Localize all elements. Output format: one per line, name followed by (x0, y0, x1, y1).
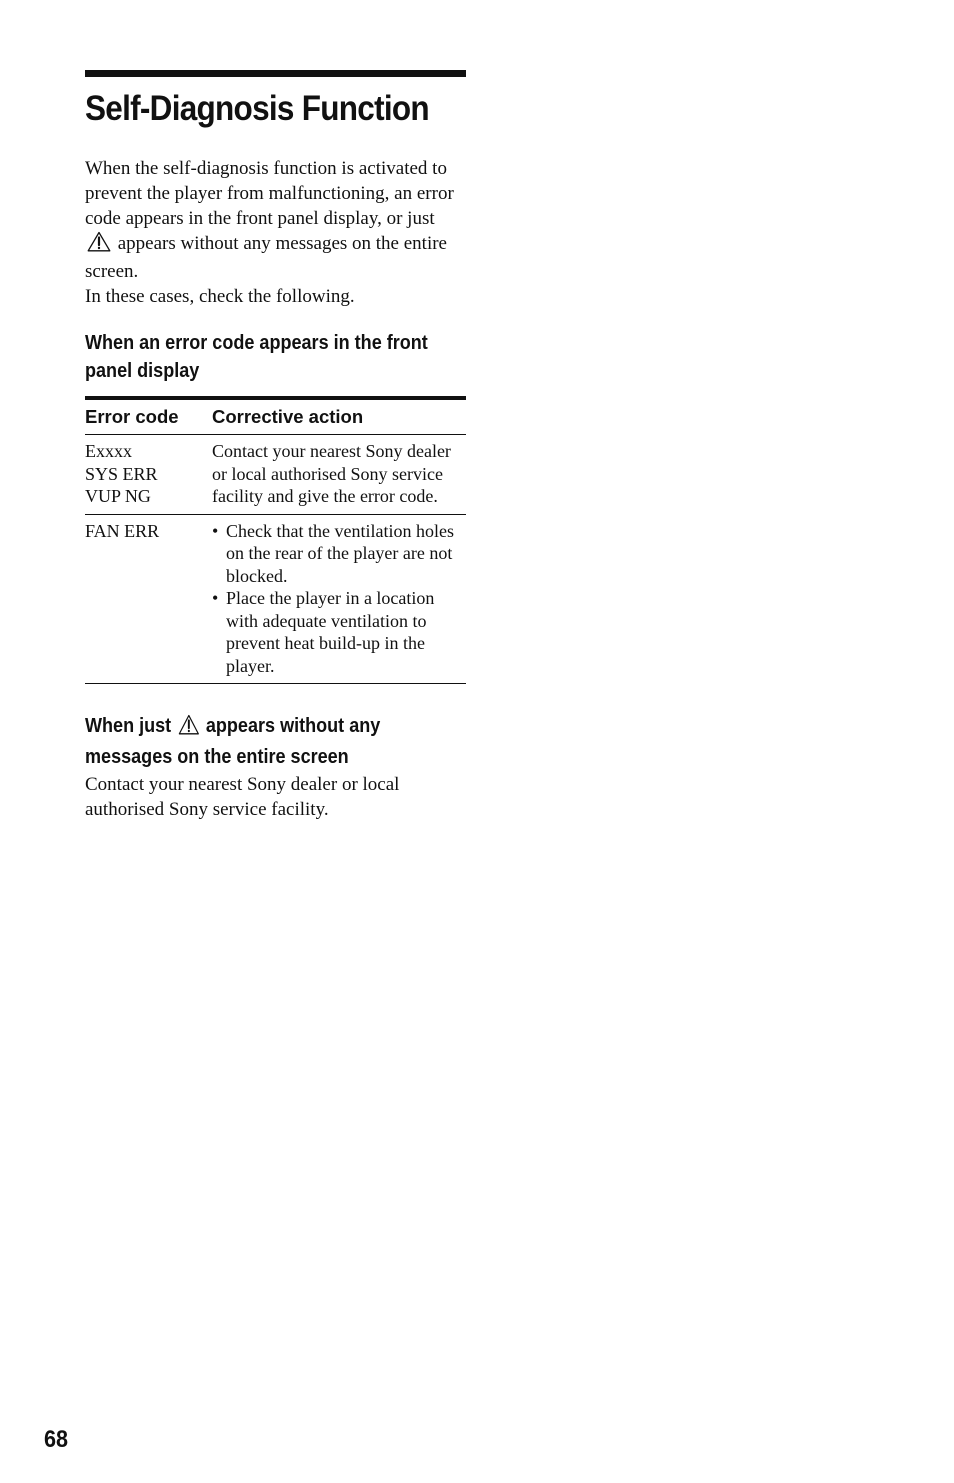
header-error-code: Error code (85, 398, 212, 435)
action-list-item: • Place the player in a location with adequate ventilation to prevent heat build-up in the player. (212, 587, 466, 677)
error-code-table (85, 396, 466, 684)
error-code: VUP NG (85, 486, 151, 506)
section2-heading-before-icon: When just (85, 714, 172, 737)
warning-triangle-icon (178, 714, 199, 743)
title-rule (85, 70, 466, 77)
table-row (85, 514, 466, 684)
intro-text-before-icon: When the self-diagnosis function is activated to prevent the player from malfunctioning, an error code appears in the front panel display, or just (85, 158, 454, 229)
section-heading-line2: panel display (85, 358, 200, 382)
intro-text-after-icon: appears without any messages on the entire screen. (85, 233, 447, 282)
header-corrective-action: Corrective action (212, 398, 466, 435)
error-code-cell (85, 514, 212, 684)
section-heading-warning-icon (85, 712, 420, 770)
warning-triangle-icon (87, 231, 111, 259)
section2-heading-line2: messages on the entire screen (85, 744, 349, 768)
table-row (85, 435, 466, 515)
section-heading-error-code (85, 329, 428, 384)
table-header-row (85, 398, 466, 435)
intro-text (85, 156, 466, 284)
corrective-action-cell: Contact your nearest Sony dealer or local authorised Sony service facility and give the error code. (212, 435, 466, 515)
section2-body: Contact your nearest Sony dealer or local authorised Sony service facility. (85, 774, 400, 820)
error-code: SYS ERR (85, 463, 158, 484)
error-code: Exxxx (85, 441, 132, 461)
error-code: FAN ERR (85, 520, 160, 541)
intro-check-text: In these cases, check the following. (85, 286, 355, 307)
section-heading-line1: When an error code appears in the front (85, 331, 428, 354)
corrective-action-cell (212, 514, 466, 684)
page-number: 68 (44, 1426, 69, 1453)
action-list-item: • Check that the ventilation holes on the rear of the player are not blocked. (212, 520, 466, 588)
section2-heading-after-icon: appears without any (205, 714, 381, 737)
content-column (85, 70, 466, 822)
page-title: Self-Diagnosis Function (85, 89, 429, 128)
error-code-cell (85, 435, 212, 515)
action-list (212, 520, 466, 678)
intro-paragraph (85, 156, 466, 309)
